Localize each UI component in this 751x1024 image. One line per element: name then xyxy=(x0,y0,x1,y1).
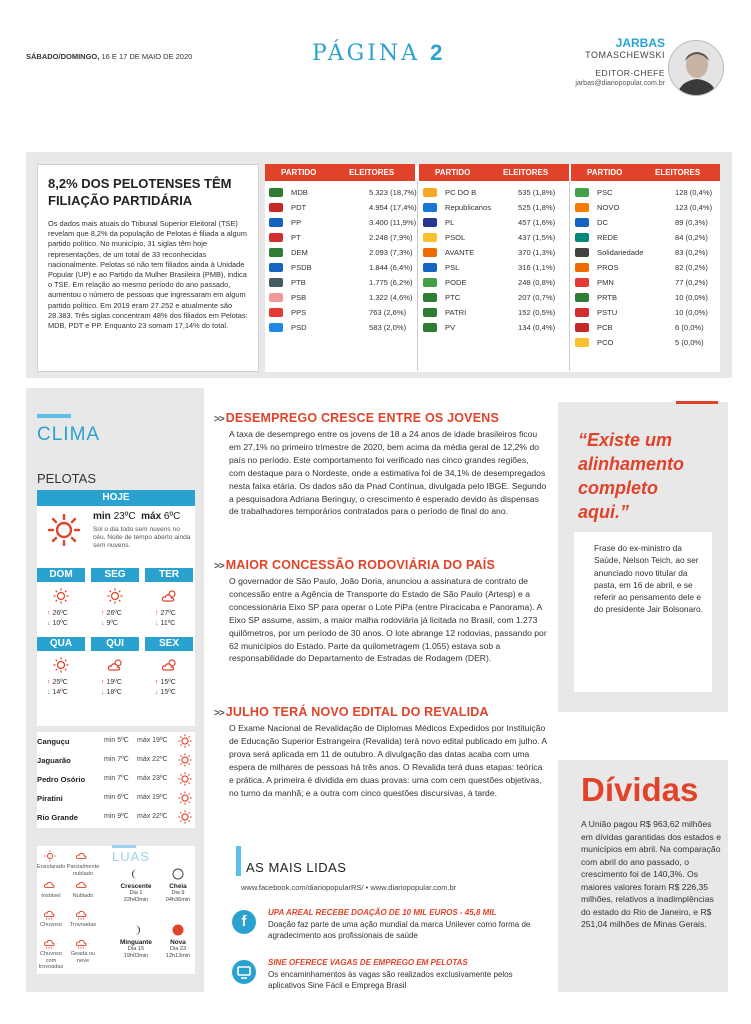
quote-description: Frase do ex-ministro da Saúde, Nelson Teich, ao ser anunciado novo titular da pasta, em 16 de abril, e se referir ao pensamento dele e do presidente Jair Bolsonaro. xyxy=(594,543,703,615)
party-name: PSTU xyxy=(597,308,618,317)
city-forecast-row xyxy=(37,775,195,789)
city-name: PELOTAS xyxy=(37,471,97,486)
party-voters: 5 (0,0%) xyxy=(675,338,704,347)
party-logo-icon xyxy=(423,293,437,302)
dividas-text: A União pagou R$ 963,62 milhões em dívidas garantidas dos estados e municípios em abril. Na comparação com abril do ano passado, o crescimento foi de 140,3%. Os maiores valores foram R$ 226,35 milhões, relativos a inadimplências do estado do Rio de Janeiro, e R$ 251,04 milhões de Minas Gerais. xyxy=(581,819,721,929)
party-table-header: PARTIDO ELEITORES xyxy=(571,164,720,181)
party-logo-icon xyxy=(423,248,437,257)
party-name: PATRI xyxy=(445,308,467,317)
computer-icon xyxy=(232,960,256,984)
sun-icon xyxy=(178,810,192,826)
party-logo-icon xyxy=(269,203,283,212)
city-min: min 5ºC xyxy=(104,737,129,744)
legend-label: Geada ou neve xyxy=(70,951,96,964)
sun-icon xyxy=(178,772,192,788)
party-voters: 4.954 (17,4%) xyxy=(369,203,417,212)
article-title: >> MAIOR CONCESSÃO RODOVIÁRIA DO PAÍS xyxy=(214,558,496,572)
party-voters: 89 (0,3%) xyxy=(675,218,708,227)
article-body: A taxa de desemprego entre os jovens de 18 a 24 anos de idade brasileiros ficou em 27,1% no primeiro trimestre de 2020, bem acima da média geral de 12,2% do país no período. Este comportamento foi verificado nas cinco grandes regiões, com destaque para o Nordeste, onde a estimativa foi de 34,1% de desempregados nesta faixa etária. Os dados são da Pnad Contínua, divulgada pelo IBGE. Segundo a pesquisadora Adriana Beringuy, o crescimento é esperado devido às dispensas de trabalhadores temporários contratados para o período de final do ano. xyxy=(229,429,547,517)
author-email[interactable]: jarbas@diariopopular.com.br xyxy=(575,80,665,87)
party-voters: 84 (0,2%) xyxy=(675,233,708,242)
city-name: Rio Grande xyxy=(37,813,78,822)
party-name: PMN xyxy=(597,278,614,287)
day-temperatures: ↑ 19ºC ↓ 18ºC xyxy=(101,679,122,696)
legend-label: Chuvoso com trovoadas xyxy=(38,951,64,970)
legend-weather-icon xyxy=(75,908,91,922)
party-logo-icon xyxy=(269,323,283,332)
party-name: Solidariedade xyxy=(597,248,644,257)
legend-label: Instável xyxy=(41,893,61,899)
party-logo-icon xyxy=(423,263,437,272)
party-name: PTB xyxy=(291,278,306,287)
party-voters: 134 (0,4%) xyxy=(518,323,556,332)
sun-icon xyxy=(53,588,69,606)
party-name: MDB xyxy=(291,188,308,197)
party-logo-icon xyxy=(423,218,437,227)
city-forecast-row xyxy=(37,794,195,808)
party-logo-icon xyxy=(423,233,437,242)
city-min: min 7ºC xyxy=(104,756,129,763)
party-row xyxy=(423,231,567,245)
party-name: PSDB xyxy=(291,263,312,272)
party-logo-icon xyxy=(575,188,589,197)
party-voters: 1.322 (4,6%) xyxy=(369,293,413,302)
party-voters: 152 (0,5%) xyxy=(518,308,556,317)
party-voters: 763 (2,6%) xyxy=(369,308,407,317)
party-row xyxy=(269,291,413,305)
party-row xyxy=(423,321,567,335)
party-logo-icon xyxy=(423,308,437,317)
today-header: HOJE xyxy=(37,490,195,506)
sun-icon xyxy=(53,657,69,675)
moon-phase: Nova Dia 23 12h13min xyxy=(165,939,191,959)
party-logo-icon xyxy=(269,188,283,197)
party-voters: 123 (0,4%) xyxy=(675,203,713,212)
most-read-headline[interactable]: SINE OFERECE VAGAS DE EMPREGO EM PELOTAS xyxy=(268,958,468,967)
party-voters: 1.844 (6,4%) xyxy=(369,263,413,272)
sun-icon xyxy=(178,734,192,750)
party-name: PTC xyxy=(445,293,461,302)
party-table xyxy=(265,164,720,372)
city-name: Pedro Osório xyxy=(37,775,86,784)
party-row xyxy=(575,336,718,350)
party-name: PSL xyxy=(445,263,460,272)
legend-label: Parcialmente nublado xyxy=(66,864,100,877)
legend-label: Trovoadas xyxy=(69,922,97,928)
party-name: PCO xyxy=(597,338,614,347)
day-header: SEX xyxy=(145,637,193,651)
party-row xyxy=(575,291,718,305)
party-row xyxy=(423,246,567,260)
legend-weather-icon xyxy=(43,908,59,922)
full-moon-icon xyxy=(172,868,184,882)
page-number: 2 xyxy=(430,40,443,65)
day-temperatures: ↑ 26ºC ↓ 9ºC xyxy=(101,610,122,627)
legend-label: Chuvoso xyxy=(39,922,63,928)
article-body: O governador de São Paulo, João Doria, anunciou a assinatura de contrato de concessão entre a Agência de Transporte do Estado de São Paulo (Artesp) e a concessionária Eixo SP para operar o Lote PiPa (entre Piracicaba e Panorama). A Eixo SP assume, assim, a maior malha rodoviária já licitada no Brasil, com 1.273 quilômetros, por um período de 30 anos. O lote abrange 12 rodovias, passando por 62 municípios do Estado. Parte da quilometragem (1.055) estava sob a responsabilidade do Departamento de Estradas de Rodagem (DER). xyxy=(229,576,547,664)
party-logo-icon xyxy=(575,308,589,317)
party-logo-icon xyxy=(269,308,283,317)
party-row xyxy=(575,231,718,245)
party-row xyxy=(423,201,567,215)
party-logo-icon xyxy=(269,218,283,227)
legend-weather-icon xyxy=(43,937,59,951)
party-row xyxy=(423,306,567,320)
new-moon-icon xyxy=(172,924,184,938)
city-max: máx 22ºC xyxy=(137,813,168,820)
author-first-name: JARBAS xyxy=(615,36,665,50)
legend-weather-icon xyxy=(43,850,57,864)
party-name: PROS xyxy=(597,263,619,272)
filiacao-text: Os dados mais atuais do Tribunal Superior Eleitoral (TSE) revelam que 8,2% da população de Pelotas é filiada a algum partido político. No município, 31 siglas têm hoje representações, de um total de 33 reconhecidas nacionalmente. Pelotas só não tem filiados ainda à Unidade Popular (UP) e ao Partido da Mulher Brasileira (PMB), indica o TSE. Em relação ao mesmo período do ano passado, aumentou o número de pessoas que ingressaram em algum partido político. Em 2019 eram 27.252 e atualmente são 28.383. Três siglas concentram 48% dos filiados em Pelotas: MDB, PDT e PP. Enquanto 23 somam 17,14% do total. xyxy=(48,219,248,331)
party-name: REDE xyxy=(597,233,619,242)
party-row xyxy=(423,276,567,290)
party-logo-icon xyxy=(575,323,589,332)
party-logo-icon xyxy=(269,233,283,242)
party-name: PV xyxy=(445,323,456,332)
party-logo-icon xyxy=(423,323,437,332)
partly-cloudy-icon xyxy=(161,588,179,606)
party-name: Republicanos xyxy=(445,203,492,212)
party-row xyxy=(575,246,718,260)
party-voters: 77 (0,2%) xyxy=(675,278,708,287)
city-forecast-row xyxy=(37,813,195,827)
party-logo-icon xyxy=(423,203,437,212)
party-name: PPS xyxy=(291,308,307,317)
day-temperatures: ↑ 26ºC ↓ 10ºC xyxy=(47,610,68,627)
city-name: Piratini xyxy=(37,794,63,803)
party-row xyxy=(269,261,413,275)
moon-phase: Cheia Dia 9 04h36min xyxy=(165,883,191,903)
party-logo-icon xyxy=(269,278,283,287)
party-logo-icon xyxy=(575,218,589,227)
party-row xyxy=(269,186,417,200)
filiacao-title: 8,2% DOS PELOTENSES TÊM FILIAÇÃO PARTIDÁRIA xyxy=(48,176,232,208)
filiacao-box xyxy=(37,164,259,372)
party-name: PODE xyxy=(445,278,467,287)
party-name: PSD xyxy=(291,323,307,332)
moon-phase: Crescente Dia 1 22h43min xyxy=(120,883,152,903)
party-name: DC xyxy=(597,218,608,227)
party-name: PP xyxy=(291,218,302,227)
most-read-text: Os encaminhamentos às vagas são realizados exclusivamente pelos aplicativos Sine Fácil e Emprega Brasil xyxy=(268,970,513,990)
party-name: PSB xyxy=(291,293,307,302)
column-divider xyxy=(569,181,570,371)
party-voters: 83 (0,2%) xyxy=(675,248,708,257)
city-name: Jaguarão xyxy=(37,756,71,765)
party-voters: 457 (1,6%) xyxy=(518,218,556,227)
city-max: máx 19ºC xyxy=(137,737,168,744)
day-header: QUA xyxy=(37,637,85,651)
party-name: DEM xyxy=(291,248,308,257)
party-voters: 3.400 (11,9%) xyxy=(369,218,417,227)
sun-icon xyxy=(178,753,192,769)
legend-weather-icon xyxy=(75,850,91,864)
legend-label: Ensolarado xyxy=(36,864,66,870)
author-role: EDITOR-CHEFE xyxy=(595,68,665,78)
party-name: PSOL xyxy=(445,233,466,242)
today-description: Sol o dia todo sem nuvens no céu. Noite de tempo aberto ainda sem nuvens. xyxy=(93,526,191,549)
day-header: TER xyxy=(145,568,193,582)
city-max: máx 19ºC xyxy=(137,794,168,801)
party-voters: 207 (0,7%) xyxy=(518,293,556,302)
party-table-header: PARTIDO ELEITORES xyxy=(419,164,569,181)
legend-label: Nublado xyxy=(72,893,94,899)
party-row xyxy=(269,201,417,215)
day-header: DOM xyxy=(37,568,85,582)
party-logo-icon xyxy=(423,188,437,197)
party-voters: 128 (0,4%) xyxy=(675,188,713,197)
city-min: min 9ºC xyxy=(104,813,129,820)
party-voters: 5.323 (18,7%) xyxy=(369,188,417,197)
party-voters: 370 (1,3%) xyxy=(518,248,556,257)
party-name: NOVO xyxy=(597,203,620,212)
party-table-header: PARTIDO ELEITORES xyxy=(265,164,415,181)
party-row xyxy=(269,231,413,245)
party-logo-icon xyxy=(575,263,589,272)
party-logo-icon xyxy=(269,248,283,257)
most-read-title: AS MAIS LIDAS xyxy=(246,860,347,875)
party-logo-icon xyxy=(423,278,437,287)
party-row xyxy=(269,216,417,230)
party-row xyxy=(575,321,718,335)
page-label: PÁGINA 2 xyxy=(312,40,443,66)
sun-icon xyxy=(178,791,192,807)
party-logo-icon xyxy=(575,248,589,257)
author-last-name: TOMASCHEWSKI xyxy=(585,50,665,60)
party-row xyxy=(575,186,718,200)
party-row xyxy=(269,321,413,335)
party-voters: 2.248 (7,9%) xyxy=(369,233,413,242)
legend-weather-icon xyxy=(75,937,91,951)
party-name: PC DO B xyxy=(445,188,477,197)
city-min: min 7ºC xyxy=(104,775,129,782)
city-forecast-row xyxy=(37,737,195,751)
author-block xyxy=(495,36,665,87)
party-voters: 6 (0,0%) xyxy=(675,323,704,332)
clima-accent-bar xyxy=(37,414,71,418)
party-voters: 10 (0,0%) xyxy=(675,308,708,317)
day-temperatures: ↑ 27ºC ↓ 11ºC xyxy=(155,610,176,627)
moon-phase: Minguante Dia 15 19h03min xyxy=(120,939,152,959)
party-voters: 525 (1,8%) xyxy=(518,203,556,212)
today-min: 23ºC xyxy=(113,511,136,522)
sun-icon xyxy=(107,588,123,606)
party-row xyxy=(575,276,718,290)
edition-date: SÁBADO/DOMINGO, 16 E 17 DE MAIO DE 2020 xyxy=(26,52,193,61)
party-voters: 1.775 (6,2%) xyxy=(369,278,413,287)
day-header: QUI xyxy=(91,637,139,651)
dividas-title: Dívidas xyxy=(581,771,699,808)
party-row xyxy=(575,261,718,275)
party-row xyxy=(575,306,718,320)
party-name: PSC xyxy=(597,188,613,197)
party-logo-icon xyxy=(575,278,589,287)
today-max: 6ºC xyxy=(163,511,181,522)
article-title: >> DESEMPREGO CRESCE ENTRE OS JOVENS xyxy=(214,411,500,425)
party-voters: 535 (1,8%) xyxy=(518,188,556,197)
party-voters: 248 (0,8%) xyxy=(518,278,556,287)
city-name: Canguçu xyxy=(37,737,70,746)
party-voters: 2.093 (7,3%) xyxy=(369,248,413,257)
luas-title: LUAS xyxy=(112,849,150,864)
party-name: PRTB xyxy=(597,293,618,302)
party-row xyxy=(269,306,413,320)
day-header: SEG xyxy=(91,568,139,582)
party-row xyxy=(575,216,718,230)
legend-weather-icon xyxy=(43,879,59,893)
party-row xyxy=(269,246,413,260)
city-max: máx 23ºC xyxy=(137,775,168,782)
city-forecast-row xyxy=(37,756,195,770)
party-logo-icon xyxy=(269,293,283,302)
party-logo-icon xyxy=(575,233,589,242)
facebook-icon: f xyxy=(232,910,256,934)
today-min-max: min 23ºC máx 6ºC xyxy=(93,511,181,522)
party-voters: 10 (0,0%) xyxy=(675,293,708,302)
party-logo-icon xyxy=(575,203,589,212)
party-row xyxy=(423,186,567,200)
city-max: máx 22ºC xyxy=(137,756,168,763)
waning-moon-icon xyxy=(130,924,142,938)
party-name: PCB xyxy=(597,323,613,332)
partly-cloudy-icon xyxy=(107,657,125,675)
party-row xyxy=(575,201,718,215)
party-row xyxy=(423,291,567,305)
day-temperatures: ↑ 25ºC ↓ 14ºC xyxy=(47,679,68,696)
party-voters: 82 (0,2%) xyxy=(675,263,708,272)
party-name: PL xyxy=(445,218,455,227)
city-min: min 6ºC xyxy=(104,794,129,801)
party-name: PDT xyxy=(291,203,307,212)
clima-title: CLIMA xyxy=(37,424,101,445)
party-row xyxy=(423,261,567,275)
party-logo-icon xyxy=(575,293,589,302)
quote-text: “Existe um alinhamento completo aqui.” xyxy=(578,430,685,522)
author-avatar xyxy=(668,40,724,96)
party-row xyxy=(269,276,413,290)
most-read-accent xyxy=(236,846,241,876)
most-read-links[interactable]: www.facebook.com/diariopopularRS/ • www.diariopopular.com.br xyxy=(241,883,457,892)
party-row xyxy=(423,216,567,230)
article-body: O Exame Nacional de Revalidação de Diplomas Médicos Expedidos por Instituição de Educação Superior Estrangeira (Revalida) terá novo edital publicado em julho. A prova será aplicada em 11 de outubro. A divulgação das datas acaba com uma espera de milhares de pessoas há três anos. O Revalida terá duas etapas: teórica e prática. A primeira é dividida em duas provas: uma com cem questões objetivas, no turno da manhã; e a outra com cinco questões discursivas, à tarde. xyxy=(229,723,547,798)
column-divider xyxy=(417,181,418,371)
luas-accent-bar xyxy=(112,845,136,848)
party-name: AVANTE xyxy=(445,248,475,257)
most-read-text: Doação faz parte de uma ação mundial da marca Unilever como forma de agradecimento aos profissionais de saúde xyxy=(268,920,531,940)
day-temperatures: ↑ 15ºC ↓ 15ºC xyxy=(155,679,176,696)
party-logo-icon xyxy=(575,338,589,347)
article-title: >> JULHO TERÁ NOVO EDITAL DO REVALIDA xyxy=(214,705,489,719)
partly-cloudy-icon xyxy=(161,657,179,675)
most-read-headline[interactable]: UPA AREAL RECEBE DOAÇÃO DE 10 MIL EUROS - 45,8 MIL xyxy=(268,908,497,917)
legend-weather-icon xyxy=(75,879,91,893)
crescent-moon-icon xyxy=(130,868,142,882)
party-voters: 316 (1,1%) xyxy=(518,263,556,272)
sun-icon xyxy=(48,514,80,546)
party-logo-icon xyxy=(269,263,283,272)
quote-accent-bar xyxy=(676,401,718,404)
party-voters: 583 (2,0%) xyxy=(369,323,407,332)
party-voters: 437 (1,5%) xyxy=(518,233,556,242)
party-name: PT xyxy=(291,233,301,242)
